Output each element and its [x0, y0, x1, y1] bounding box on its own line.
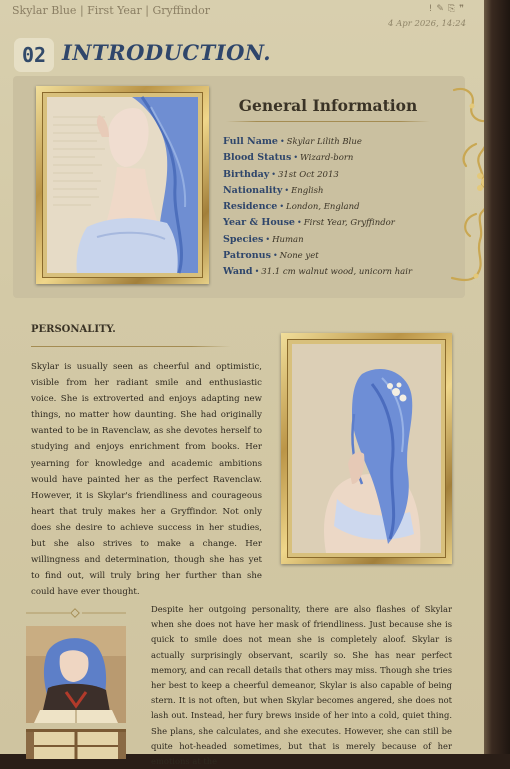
info-key: Birthday	[223, 168, 270, 180]
info-row-residence	[223, 201, 453, 217]
info-key: Full Name	[223, 136, 278, 147]
info-value: None yet	[279, 251, 319, 262]
general-info-divider	[226, 121, 430, 122]
info-key: Patronus	[223, 250, 271, 262]
info-value: 31.1 cm walnut wood, unicorn hair	[261, 267, 413, 278]
info-row-nationality	[223, 185, 453, 201]
info-key: Nationality	[223, 184, 283, 196]
info-row-year-house	[223, 217, 453, 233]
post-toolbar	[429, 4, 464, 14]
portrait-image-back-view	[292, 344, 441, 553]
portrait-image	[47, 97, 198, 273]
info-separator: •	[293, 153, 299, 163]
info-separator: •	[254, 267, 260, 277]
personality-divider	[31, 346, 231, 347]
section-title: INTRODUCTION.	[62, 40, 272, 65]
info-key: Residence	[223, 201, 278, 213]
portrait-frame	[36, 86, 209, 284]
info-value: Human	[272, 234, 304, 245]
info-separator: •	[265, 234, 271, 244]
page-edge-shadow	[484, 0, 510, 754]
info-key: Blood Status	[223, 152, 292, 164]
character-reading-image	[26, 626, 126, 723]
personality-paragraph-1: Skylar is usually seen as cheerful and optimistic, visible from her radiant smile and enthusiastic voice. She is extroverted and enjoys adapting new things, no matter how daunting. She had originally wanted to be in Ravenclaw, as she devotes herself to studying and enjoys enrichment from books. Her yearning for knowledge and academic ambitions would have painted her as the perfect Ravenclaw. However, it is Skylar's friendliness and courageous heart that truly makes her a Gryffindor. Not only does she desire to achieve success in her studies, but she also strives to make a change. Her willingness and determination, though she has yet to find out, will truly bring her further than she could have ever thought.	[31, 362, 262, 598]
general-info-title: General Information	[238, 96, 418, 115]
info-row-birthday	[223, 169, 453, 185]
info-row-species	[223, 234, 453, 250]
info-value: Wizard-born	[300, 153, 354, 164]
info-row-full-name	[223, 136, 453, 152]
info-key: Species	[223, 233, 264, 245]
general-info-list	[223, 136, 453, 283]
info-key: Year & House	[223, 217, 295, 229]
info-value: Skylar Lilith Blue	[286, 137, 362, 147]
report-icon[interactable]: !	[428, 4, 433, 14]
info-row-blood-status	[223, 152, 453, 168]
info-separator: •	[279, 202, 285, 212]
personality-heading: PERSONALITY.	[31, 324, 116, 335]
info-key: Wand	[223, 266, 253, 278]
edit-icon[interactable]: ✎	[436, 4, 444, 14]
breadcrumb[interactable]: Skylar Blue | First Year | Gryffindor	[12, 4, 211, 17]
info-row-patronus	[223, 250, 453, 266]
portrait-frame-back-view	[281, 333, 452, 564]
post-header	[0, 0, 484, 36]
quote-icon[interactable]: ❞	[459, 4, 464, 14]
info-value: First Year, Gryffindor	[303, 218, 395, 229]
info-separator: •	[284, 185, 290, 195]
post-timestamp: 4 Apr 2026, 14:24	[388, 19, 466, 29]
copy-icon[interactable]: ⎘	[447, 4, 456, 14]
info-value: English	[291, 185, 324, 196]
info-separator: •	[272, 251, 278, 261]
info-separator: •	[279, 137, 285, 146]
info-value: London, England	[286, 202, 360, 213]
info-separator: •	[296, 218, 302, 228]
info-value: 31st Oct 2013	[277, 169, 339, 180]
info-row-wand	[223, 266, 453, 282]
ornament-divider-icon	[26, 608, 126, 618]
personality-paragraph-2: Despite her outgoing personality, there are also flashes of Skylar when she does not have her mask of friendliness. Just because she is quick to smile does not mean she is completely aloof. Skylar is actually surprisingly observant, scarily so. She has near perfect memory, and can recall details that others may miss. Though she tries her best to keep a cheerful demeanor, Skylar is also capable of being stern. It is not often, but when Skylar becomes angered, she does not lash out. Instead, her fury brews inside of her into a cold, quiet thing. She plans, she calculates, and she executes. However, she can still be quite hot-headed sometimes, but that is merely because of her emotions at the	[151, 604, 452, 767]
info-separator: •	[271, 169, 276, 179]
section-number-badge: 02	[14, 38, 54, 72]
window-image	[26, 729, 126, 759]
